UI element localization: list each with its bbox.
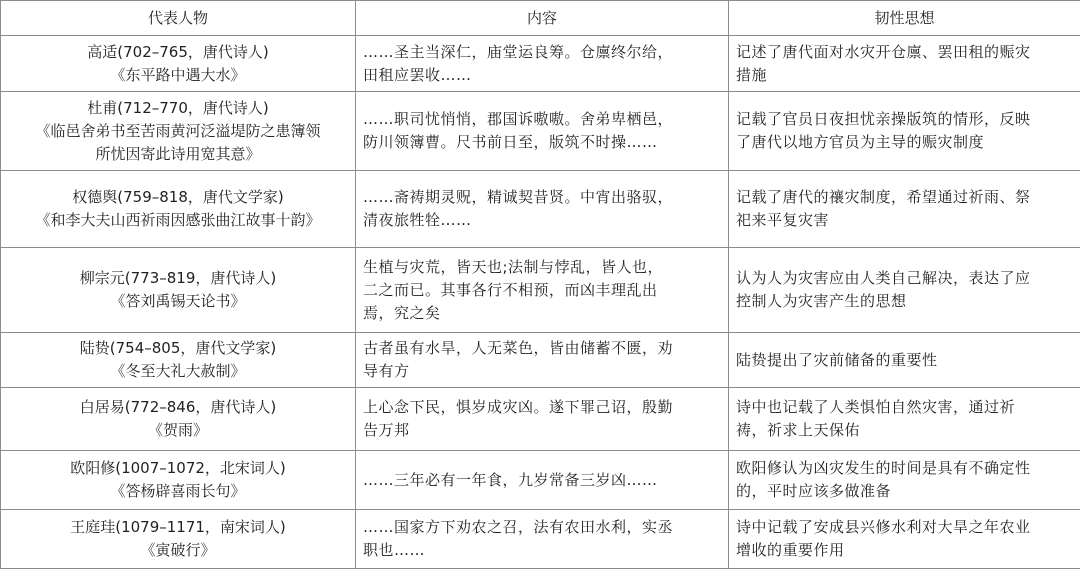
- content-line: 古者虽有水旱，人无菜色，皆由储蓄不匮，劝: [363, 337, 721, 360]
- thought-cell: [729, 36, 1080, 92]
- content-line: ……国家方下劝农之召，法有农田水利，实丞: [363, 516, 721, 539]
- content-line: 田租应罢收……: [363, 64, 721, 87]
- person-cell: [1, 333, 356, 388]
- thought-line: 记述了唐代面对水灾开仓廪、罢田租的赈灾: [736, 41, 1073, 64]
- content-cell: [356, 451, 729, 510]
- person-name: 权德舆(759–818，唐代文学家): [8, 186, 348, 209]
- table-row: [1, 171, 1080, 248]
- content-line: 防川领簿曹。尺书前日至，版筑不时操……: [363, 131, 721, 154]
- content-cell: [356, 36, 729, 92]
- work-title: 《答杨辟喜雨长句》: [8, 480, 348, 503]
- table-row: [1, 451, 1080, 510]
- content-line: 焉，究之矣: [363, 302, 721, 325]
- person-name: 柳宗元(773–819，唐代诗人): [8, 267, 348, 290]
- person-cell: [1, 451, 356, 510]
- header-person: 代表人物: [1, 1, 356, 36]
- content-line: ……斋祷期灵贶，精诚契昔贤。中宵出骆驭，: [363, 186, 721, 209]
- content-cell: [356, 388, 729, 451]
- thought-cell: [729, 248, 1080, 333]
- thought-line: 了唐代以地方官员为主导的赈灾制度: [736, 131, 1073, 154]
- content-line: 导有方: [363, 360, 721, 383]
- thought-line: 记载了官员日夜担忧亲操版筑的情形，反映: [736, 108, 1073, 131]
- table-header-row: [1, 1, 1080, 36]
- work-title: 《和李大夫山西祈雨因感张曲江故事十韵》: [8, 209, 348, 232]
- content-line: 生植与灾荒，皆天也;法制与悖乱，皆人也，: [363, 256, 721, 279]
- person-name: 陆贽(754–805，唐代文学家): [8, 337, 348, 360]
- work-title: 《答刘禹锡天论书》: [8, 290, 348, 313]
- work-title: 所忧因寄此诗用宽其意》: [8, 143, 348, 166]
- person-name: 杜甫(712–770，唐代诗人): [8, 97, 348, 120]
- person-cell: [1, 36, 356, 92]
- header-thought: 韧性思想: [729, 1, 1080, 36]
- thought-cell: [729, 388, 1080, 451]
- thought-line: 祷，祈求上天保佑: [736, 419, 1073, 442]
- person-cell: [1, 388, 356, 451]
- work-title: 《冬至大礼大赦制》: [8, 360, 348, 383]
- thought-cell: [729, 451, 1080, 510]
- table-row: [1, 248, 1080, 333]
- content-line: 告万邦: [363, 419, 721, 442]
- person-cell: [1, 510, 356, 569]
- person-cell: [1, 171, 356, 248]
- content-cell: [356, 92, 729, 171]
- thought-line: 的，平时应该多做准备: [736, 480, 1073, 503]
- thought-line: 措施: [736, 64, 1073, 87]
- content-line: ……职司忧悄悄，郡国诉嗷嗷。舍弟卑栖邑，: [363, 108, 721, 131]
- work-title: 《贺雨》: [8, 419, 348, 442]
- content-line: ……三年必有一年食，九岁常备三岁凶……: [363, 469, 721, 492]
- thought-line: 欧阳修认为凶灾发生的时间是具有不确定性: [736, 457, 1073, 480]
- thought-line: 诗中也记载了人类惧怕自然灾害，通过祈: [736, 396, 1073, 419]
- content-cell: [356, 171, 729, 248]
- thought-line: 增收的重要作用: [736, 539, 1073, 562]
- work-title: 《寅破行》: [8, 539, 348, 562]
- thought-cell: [729, 510, 1080, 569]
- thought-line: 认为人为灾害应由人类自己解决，表达了应: [736, 267, 1073, 290]
- table-row: [1, 388, 1080, 451]
- table-row: [1, 333, 1080, 388]
- content-line: 二之而已。其事各行不相预，而凶丰理乱出: [363, 279, 721, 302]
- header-content: 内容: [356, 1, 729, 36]
- person-name: 欧阳修(1007–1072，北宋词人): [8, 457, 348, 480]
- person-cell: [1, 248, 356, 333]
- table-row: [1, 36, 1080, 92]
- thought-line: 控制人为灾害产生的思想: [736, 290, 1073, 313]
- thought-line: 记载了唐代的禳灾制度，希望通过祈雨、祭: [736, 186, 1073, 209]
- content-cell: [356, 510, 729, 569]
- thought-line: 诗中记载了安成县兴修水利对大旱之年农业: [736, 516, 1073, 539]
- thought-cell: [729, 333, 1080, 388]
- content-line: 清夜旅牲牷……: [363, 209, 721, 232]
- person-name: 王庭珪(1079–1171，南宋词人): [8, 516, 348, 539]
- person-name: 高适(702–765，唐代诗人): [8, 41, 348, 64]
- content-line: ……圣主当深仁，庙堂运良筹。仓廪终尔给，: [363, 41, 721, 64]
- content-line: 职也……: [363, 539, 721, 562]
- thought-line: 祀来平复灾害: [736, 209, 1073, 232]
- thought-cell: [729, 171, 1080, 248]
- person-name: 白居易(772–846，唐代诗人): [8, 396, 348, 419]
- content-line: 上心念下民，惧岁成灾凶。遂下罪己诏，殷勤: [363, 396, 721, 419]
- table-row: [1, 92, 1080, 171]
- person-cell: [1, 92, 356, 171]
- table-row: [1, 510, 1080, 569]
- work-title: 《东平路中遇大水》: [8, 64, 348, 87]
- work-title: 《临邑舍弟书至苦雨黄河泛溢堤防之患簿领: [8, 120, 348, 143]
- content-cell: [356, 248, 729, 333]
- content-cell: [356, 333, 729, 388]
- thought-cell: [729, 92, 1080, 171]
- thought-line: 陆贽提出了灾前储备的重要性: [736, 349, 1073, 372]
